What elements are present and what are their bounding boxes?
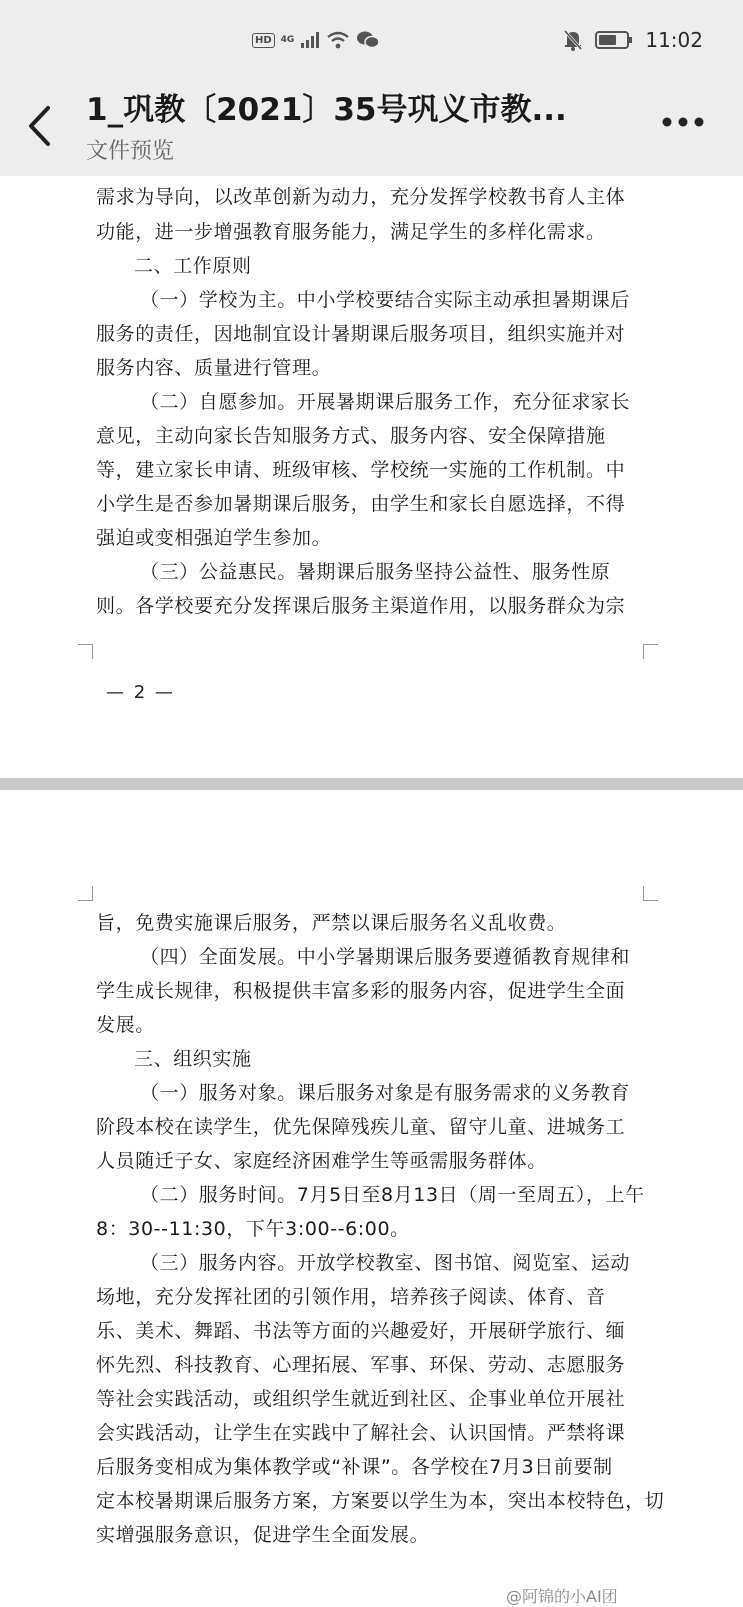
page2-line-11: （三）服务内容。开放学校教室、图书馆、阅览室、运动 [140, 1252, 631, 1274]
watermark: @阿锦的小AI团 [506, 1587, 618, 1606]
page2-line-10: 8：30--11:30，下午3:00--6:00。 [96, 1218, 410, 1240]
mute-bell-icon [563, 29, 583, 51]
page1-para-2-line-2: 服务的责任，因地制宜设计暑期课后服务项目，组织实施并对 [96, 323, 626, 345]
page-corner-mark [78, 644, 93, 659]
page1-para-2-line-3: 服务内容、质量进行管理。 [96, 357, 332, 379]
page1-para-4-line-2: 则。各学校要充分发挥课后服务主渠道作用，以服务群众为宗 [96, 595, 626, 617]
page1-para-3-line-1: （二）自愿参加。开展暑期课后服务工作，充分征求家长 [140, 391, 631, 413]
document-page-2 [0, 790, 743, 1600]
page2-line-19: 实增强服务意识，促进学生全面发展。 [96, 1524, 430, 1546]
wechat-icon [356, 30, 380, 50]
page2-line-15: 等社会实践活动，或组织学生就近到社区、企事业单位开展社 [96, 1388, 626, 1410]
page-corner-mark [78, 886, 93, 901]
page1-para-4-line-1: （三）公益惠民。暑期课后服务坚持公益性、服务性原 [140, 561, 611, 583]
page2-line-14: 怀先烈、科技教育、心理拓展、军事、环保、劳动、志愿服务 [96, 1354, 626, 1376]
wifi-icon [326, 31, 350, 49]
page2-line-8: 人员随迁子女、家庭经济困难学生等亟需服务群体。 [96, 1150, 547, 1172]
app-header-bar [0, 0, 743, 176]
page2-line-12: 场地，充分发挥社团的引领作用，培养孩子阅读、体育、音 [96, 1286, 606, 1308]
page2-line-7: 阶段本校在读学生，优先保障残疾儿童、留守儿童、进城务工 [96, 1116, 626, 1138]
status-time: 11:02 [645, 28, 703, 52]
page2-line-3: 学生成长规律，积极提供丰富多彩的服务内容，促进学生全面 [96, 980, 626, 1002]
page-title: 1_巩教〔2021〕35号巩义市教... [86, 92, 567, 128]
back-arrow-icon[interactable] [26, 104, 54, 148]
signal-icon [300, 32, 320, 48]
page1-para-2-line-1: （一）学校为主。中小学校要结合实际主动承担暑期课后 [140, 289, 631, 311]
status-left-icons [252, 30, 380, 50]
section-heading-3: 三、组织实施 [134, 1048, 252, 1070]
more-options-icon[interactable] [662, 116, 704, 128]
page2-line-16: 会实践活动，让学生在实践中了解社会、认识国情。严禁将课 [96, 1422, 626, 1444]
page2-line-9: （二）服务时间。7月5日至8月13日（周一至周五），上午 [140, 1184, 645, 1206]
page2-line-4: 发展。 [96, 1014, 155, 1036]
page-corner-mark [643, 644, 658, 659]
page-separator [0, 778, 743, 790]
document-page-1 [0, 176, 743, 778]
page2-line-13: 乐、美术、舞蹈、书法等方面的兴趣爱好，开展研学旅行、缅 [96, 1320, 626, 1342]
page2-line-18: 定本校暑期课后服务方案，方案要以学生为本，突出本校特色，切 [96, 1490, 665, 1512]
page-subtitle: 文件预览 [86, 139, 175, 164]
page1-paragraph-1: 需求为导向，以改革创新为动力，充分发挥学校教书育人主体 功能，进一步增强教育服务能力，满足学生的多样化需求。 [96, 186, 626, 243]
page1-para-3-line-3: 等，建立家长申请、班级审核、学校统一实施的工作机制。中 [96, 459, 626, 481]
page2-line-1: 旨，免费实施课后服务，严禁以课后服务名义乱收费。 [96, 912, 567, 934]
page-corner-mark [643, 886, 658, 901]
status-bar [0, 22, 743, 62]
page2-line-17: 后服务变相成为集体教学或“补课”。各学校在7月3日前要制 [96, 1456, 613, 1478]
page2-line-2: （四）全面发展。中小学暑期课后服务要遵循教育规律和 [140, 946, 631, 968]
battery-icon [595, 30, 633, 50]
hd-badge: HD [252, 33, 275, 48]
page1-para-3-line-4: 小学生是否参加暑期课后服务，由学生和家长自愿选择，不得 [96, 493, 626, 515]
page1-para-3-line-2: 意见，主动向家长告知服务方式、服务内容、安全保障措施 [96, 425, 606, 447]
status-right-icons [563, 28, 703, 52]
page2-line-6: （一）服务对象。课后服务对象是有服务需求的义务教育 [140, 1082, 631, 1104]
network-type: 4G [280, 35, 295, 45]
page-number: — 2 — [106, 682, 175, 703]
section-heading-2: 二、工作原则 [134, 255, 252, 277]
page1-para-3-line-5: 强迫或变相强迫学生参加。 [96, 527, 332, 549]
